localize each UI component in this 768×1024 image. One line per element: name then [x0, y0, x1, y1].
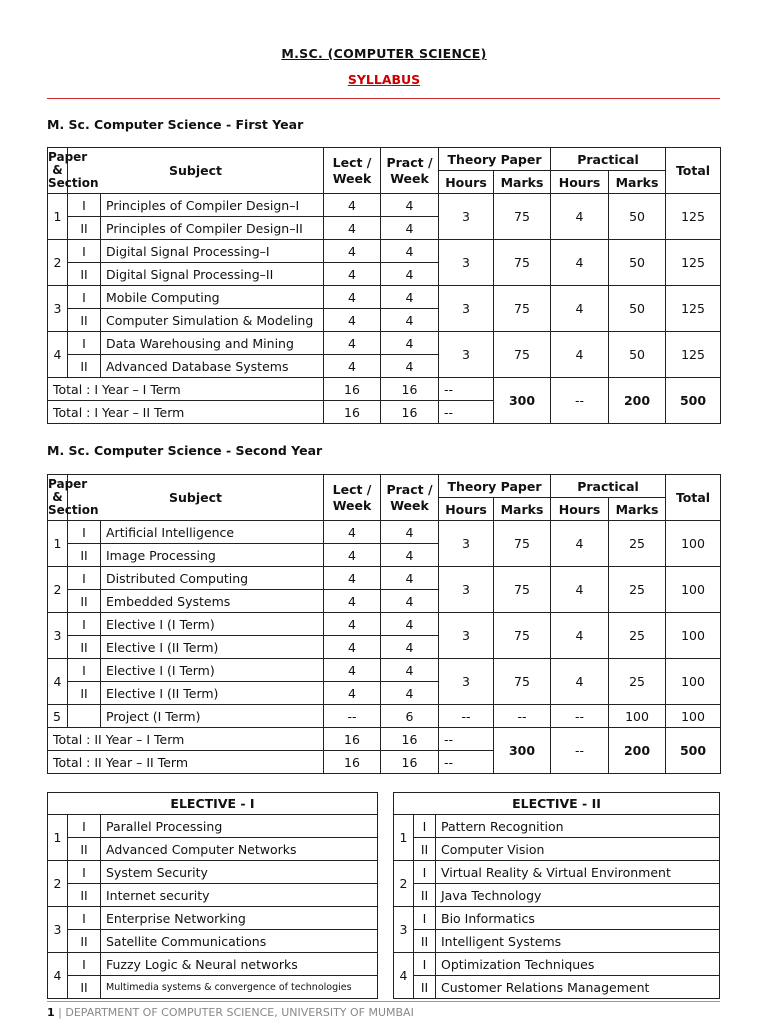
pract-per-week: 4	[381, 286, 439, 309]
subject-name: Principles of Compiler Design–II	[101, 217, 324, 240]
elective-1-table	[47, 792, 378, 999]
subject-name: Digital Signal Processing–II	[101, 263, 324, 286]
table-row	[48, 332, 721, 355]
document-subtitle: SYLLABUS	[347, 72, 421, 87]
header-week: Week	[332, 497, 372, 513]
list-item	[48, 976, 378, 999]
header-practical: Practical	[551, 475, 666, 498]
header-subject: Subject	[68, 148, 324, 194]
section-number: II	[414, 930, 436, 953]
subject-name: Principles of Compiler Design–I	[101, 194, 324, 217]
list-item	[394, 838, 720, 861]
term-total-label: Total : I Year – I Term	[48, 378, 324, 401]
header-amp: &	[52, 490, 63, 504]
pract-per-week: 4	[381, 309, 439, 332]
subject-name: Mobile Computing	[101, 286, 324, 309]
elective-title: ELECTIVE - II	[394, 793, 720, 815]
total-practical-hours: --	[551, 728, 609, 774]
total-theory-hours: --	[439, 728, 494, 751]
grand-total: 500	[666, 378, 721, 424]
practical-hours: 4	[551, 521, 609, 567]
pract-per-week: 4	[381, 567, 439, 590]
pract-per-week: 4	[381, 194, 439, 217]
lect-per-week: 4	[324, 355, 381, 378]
elective-group-number: 1	[48, 815, 68, 861]
section-number: II	[68, 838, 101, 861]
paper-number: 3	[48, 613, 68, 659]
elective-subject: Multimedia systems & convergence of technologies	[101, 976, 378, 999]
section-number: II	[414, 976, 436, 999]
section-number: I	[68, 240, 101, 263]
term-total-label: Total : II Year – I Term	[48, 728, 324, 751]
elective-subject: Optimization Techniques	[436, 953, 720, 976]
paper-total: 100	[666, 521, 721, 567]
elective-subject: Java Technology	[436, 884, 720, 907]
paper-number: 1	[48, 194, 68, 240]
theory-marks: 75	[494, 521, 551, 567]
header-week: Week	[390, 497, 429, 513]
page-number: 1	[47, 1006, 55, 1019]
list-item	[48, 953, 378, 976]
section-number: I	[414, 815, 436, 838]
table-row	[48, 240, 721, 263]
second-year-table	[47, 474, 721, 774]
total-practical-hours: --	[551, 378, 609, 424]
total-lect: 16	[324, 378, 381, 401]
theory-hours: 3	[439, 613, 494, 659]
header-lect: Lect /	[332, 154, 372, 170]
paper-number: 5	[48, 705, 68, 728]
header-theory-paper: Theory Paper	[439, 475, 551, 498]
total-pract: 16	[381, 728, 439, 751]
section-number: I	[68, 194, 101, 217]
section-number: II	[68, 309, 101, 332]
section-number: I	[414, 861, 436, 884]
elective-group-number: 2	[394, 861, 414, 907]
total-pract: 16	[381, 751, 439, 774]
theory-marks: 75	[494, 286, 551, 332]
paper-total: 125	[666, 332, 721, 378]
header-amp: &	[52, 163, 63, 177]
lect-per-week: 4	[324, 613, 381, 636]
subject-name: Digital Signal Processing–I	[101, 240, 324, 263]
header-theory-marks: Marks	[494, 171, 551, 194]
total-theory-marks: 300	[494, 378, 551, 424]
header-theory-hours: Hours	[439, 171, 494, 194]
total-pract: 16	[381, 378, 439, 401]
header-paper-section	[48, 475, 99, 521]
theory-marks: 75	[494, 567, 551, 613]
header-practical-marks: Marks	[609, 171, 666, 194]
section-number: II	[414, 838, 436, 861]
practical-hours: 4	[551, 659, 609, 705]
footer-divider	[47, 1001, 720, 1002]
elective-2-table	[393, 792, 720, 999]
section-number: I	[68, 286, 101, 309]
elective-subject: Customer Relations Management	[436, 976, 720, 999]
paper-total: 125	[666, 194, 721, 240]
list-item	[48, 838, 378, 861]
list-item	[48, 815, 378, 838]
paper-total: 100	[666, 613, 721, 659]
theory-marks: 75	[494, 613, 551, 659]
pract-per-week: 4	[381, 240, 439, 263]
header-paper: Paper	[48, 150, 88, 164]
section-number: II	[68, 636, 101, 659]
subject-name: Computer Simulation & Modeling	[101, 309, 324, 332]
total-theory-hours: --	[439, 378, 494, 401]
paper-number: 2	[48, 240, 68, 286]
theory-hours: 3	[439, 521, 494, 567]
pract-per-week: 4	[381, 590, 439, 613]
theory-marks: 75	[494, 194, 551, 240]
section-number: I	[68, 815, 101, 838]
subject-name: Advanced Database Systems	[101, 355, 324, 378]
practical-marks: 50	[609, 194, 666, 240]
table-row	[48, 613, 721, 636]
section-number: I	[414, 907, 436, 930]
elective-subject: Advanced Computer Networks	[101, 838, 378, 861]
pract-per-week: 4	[381, 217, 439, 240]
total-lect: 16	[324, 401, 381, 424]
section-number: II	[68, 544, 101, 567]
paper-number: 1	[48, 521, 68, 567]
subject-name: Artificial Intelligence	[101, 521, 324, 544]
section-number: II	[68, 263, 101, 286]
theory-marks: 75	[494, 659, 551, 705]
elective-group-number: 3	[48, 907, 68, 953]
header-theory-hours: Hours	[439, 498, 494, 521]
header-lect: Lect /	[332, 481, 372, 497]
list-item	[394, 976, 720, 999]
footer-text: DEPARTMENT OF COMPUTER SCIENCE, UNIVERSITY OF MUMBAI	[65, 1006, 414, 1019]
section-number: I	[68, 567, 101, 590]
elective-subject: Satellite Communications	[101, 930, 378, 953]
lect-per-week: 4	[324, 567, 381, 590]
header-practical-hours: Hours	[551, 498, 609, 521]
second-year-heading: M. Sc. Computer Science - Second Year	[47, 443, 323, 458]
subject-name: Embedded Systems	[101, 590, 324, 613]
grand-total: 500	[666, 728, 721, 774]
header-week: Week	[332, 170, 372, 186]
paper-number: 2	[48, 567, 68, 613]
paper-total: 125	[666, 286, 721, 332]
pract-per-week: 6	[381, 705, 439, 728]
header-practical-hours: Hours	[551, 171, 609, 194]
total-theory-marks: 300	[494, 728, 551, 774]
total-row	[48, 378, 721, 401]
total-practical-marks: 200	[609, 728, 666, 774]
term-total-label: Total : II Year – II Term	[48, 751, 324, 774]
theory-hours: 3	[439, 194, 494, 240]
pract-per-week: 4	[381, 332, 439, 355]
section-number: I	[68, 659, 101, 682]
lect-per-week: 4	[324, 521, 381, 544]
title-divider	[47, 98, 720, 99]
section-number: I	[68, 521, 101, 544]
header-section: Section	[48, 176, 99, 190]
term-total-label: Total : I Year – II Term	[48, 401, 324, 424]
practical-marks: 50	[609, 332, 666, 378]
list-item	[48, 907, 378, 930]
lect-per-week: 4	[324, 659, 381, 682]
pract-per-week: 4	[381, 682, 439, 705]
practical-hours: 4	[551, 240, 609, 286]
table-row	[48, 194, 721, 217]
lect-per-week: 4	[324, 194, 381, 217]
elective-group-number: 4	[394, 953, 414, 999]
subject-name: Elective I (II Term)	[101, 682, 324, 705]
section-number: II	[68, 976, 101, 999]
elective-subject: Enterprise Networking	[101, 907, 378, 930]
section-number: II	[68, 355, 101, 378]
total-theory-hours: --	[439, 401, 494, 424]
header-pract: Pract /	[386, 481, 433, 497]
header-pract-week	[381, 148, 439, 194]
header-pract-week	[381, 475, 439, 521]
list-item	[394, 953, 720, 976]
subject-name: Image Processing	[101, 544, 324, 567]
theory-hours: --	[439, 705, 494, 728]
elective-subject: Intelligent Systems	[436, 930, 720, 953]
section-number: II	[68, 590, 101, 613]
header-week: Week	[390, 170, 429, 186]
elective-subject: System Security	[101, 861, 378, 884]
paper-total: 100	[666, 567, 721, 613]
section-number: II	[68, 930, 101, 953]
section-number: I	[414, 953, 436, 976]
section-number: I	[68, 907, 101, 930]
elective-group-number: 4	[48, 953, 68, 999]
list-item	[48, 861, 378, 884]
header-pract: Pract /	[386, 154, 433, 170]
list-item	[48, 930, 378, 953]
project-row	[48, 705, 721, 728]
section-number: I	[68, 613, 101, 636]
elective-subject: Bio Informatics	[436, 907, 720, 930]
elective-group-number: 3	[394, 907, 414, 953]
table-row	[48, 567, 721, 590]
list-item	[394, 815, 720, 838]
subject-name: Elective I (II Term)	[101, 636, 324, 659]
total-lect: 16	[324, 728, 381, 751]
lect-per-week: --	[324, 705, 381, 728]
section-number: I	[68, 332, 101, 355]
list-item	[394, 884, 720, 907]
total-pract: 16	[381, 401, 439, 424]
header-theory-marks: Marks	[494, 498, 551, 521]
elective-group-number: 2	[48, 861, 68, 907]
paper-total: 100	[666, 659, 721, 705]
list-item	[394, 930, 720, 953]
practical-marks: 25	[609, 521, 666, 567]
theory-marks: 75	[494, 240, 551, 286]
total-lect: 16	[324, 751, 381, 774]
practical-hours: 4	[551, 613, 609, 659]
header-practical: Practical	[551, 148, 666, 171]
pract-per-week: 4	[381, 355, 439, 378]
elective-subject: Parallel Processing	[101, 815, 378, 838]
pract-per-week: 4	[381, 636, 439, 659]
subject-name: Project (I Term)	[101, 705, 324, 728]
lect-per-week: 4	[324, 263, 381, 286]
elective-subject: Computer Vision	[436, 838, 720, 861]
paper-number: 4	[48, 332, 68, 378]
practical-hours: 4	[551, 332, 609, 378]
header-lect-week	[324, 148, 381, 194]
subject-name: Data Warehousing and Mining	[101, 332, 324, 355]
lect-per-week: 4	[324, 544, 381, 567]
lect-per-week: 4	[324, 590, 381, 613]
lect-per-week: 4	[324, 332, 381, 355]
section-number: I	[68, 861, 101, 884]
table-row	[48, 521, 721, 544]
header-total: Total	[666, 148, 721, 194]
document-title: M.SC. (COMPUTER SCIENCE)	[281, 46, 487, 61]
elective-subject: Virtual Reality & Virtual Environment	[436, 861, 720, 884]
elective-subject: Pattern Recognition	[436, 815, 720, 838]
section-number: I	[68, 953, 101, 976]
lect-per-week: 4	[324, 240, 381, 263]
section-number: II	[68, 682, 101, 705]
header-subject: Subject	[68, 475, 324, 521]
page-footer	[47, 1006, 414, 1019]
first-year-heading: M. Sc. Computer Science - First Year	[47, 117, 304, 132]
practical-marks: 25	[609, 613, 666, 659]
lect-per-week: 4	[324, 682, 381, 705]
total-row	[48, 728, 721, 751]
subject-name: Distributed Computing	[101, 567, 324, 590]
section-number	[68, 705, 101, 728]
list-item	[394, 907, 720, 930]
elective-subject: Fuzzy Logic & Neural networks	[101, 953, 378, 976]
theory-marks: 75	[494, 332, 551, 378]
theory-hours: 3	[439, 567, 494, 613]
section-number: II	[68, 884, 101, 907]
subject-name: Elective I (I Term)	[101, 659, 324, 682]
pract-per-week: 4	[381, 613, 439, 636]
elective-group-number: 1	[394, 815, 414, 861]
practical-marks: 50	[609, 240, 666, 286]
header-paper-section	[48, 148, 99, 194]
practical-hours: 4	[551, 194, 609, 240]
header-lect-week	[324, 475, 381, 521]
elective-subject: Internet security	[101, 884, 378, 907]
list-item	[48, 884, 378, 907]
practical-marks: 25	[609, 659, 666, 705]
section-number: II	[414, 884, 436, 907]
total-theory-hours: --	[439, 751, 494, 774]
subject-name: Elective I (I Term)	[101, 613, 324, 636]
pract-per-week: 4	[381, 659, 439, 682]
table-row	[48, 286, 721, 309]
theory-hours: 3	[439, 286, 494, 332]
practical-marks: 100	[609, 705, 666, 728]
theory-hours: 3	[439, 332, 494, 378]
total-practical-marks: 200	[609, 378, 666, 424]
list-item	[394, 861, 720, 884]
lect-per-week: 4	[324, 286, 381, 309]
paper-total: 125	[666, 240, 721, 286]
theory-marks: --	[494, 705, 551, 728]
paper-number: 4	[48, 659, 68, 705]
first-year-table	[47, 147, 721, 424]
paper-number: 3	[48, 286, 68, 332]
section-number: II	[68, 217, 101, 240]
pract-per-week: 4	[381, 263, 439, 286]
practical-hours: --	[551, 705, 609, 728]
lect-per-week: 4	[324, 217, 381, 240]
table-row	[48, 659, 721, 682]
header-paper: Paper	[48, 477, 88, 491]
pract-per-week: 4	[381, 521, 439, 544]
header-section: Section	[48, 503, 99, 517]
pract-per-week: 4	[381, 544, 439, 567]
footer-separator: |	[54, 1006, 66, 1019]
lect-per-week: 4	[324, 309, 381, 332]
practical-marks: 25	[609, 567, 666, 613]
header-practical-marks: Marks	[609, 498, 666, 521]
practical-hours: 4	[551, 286, 609, 332]
theory-hours: 3	[439, 659, 494, 705]
theory-hours: 3	[439, 240, 494, 286]
paper-total: 100	[666, 705, 721, 728]
elective-title: ELECTIVE - I	[48, 793, 378, 815]
header-total: Total	[666, 475, 721, 521]
practical-marks: 50	[609, 286, 666, 332]
header-theory-paper: Theory Paper	[439, 148, 551, 171]
practical-hours: 4	[551, 567, 609, 613]
lect-per-week: 4	[324, 636, 381, 659]
